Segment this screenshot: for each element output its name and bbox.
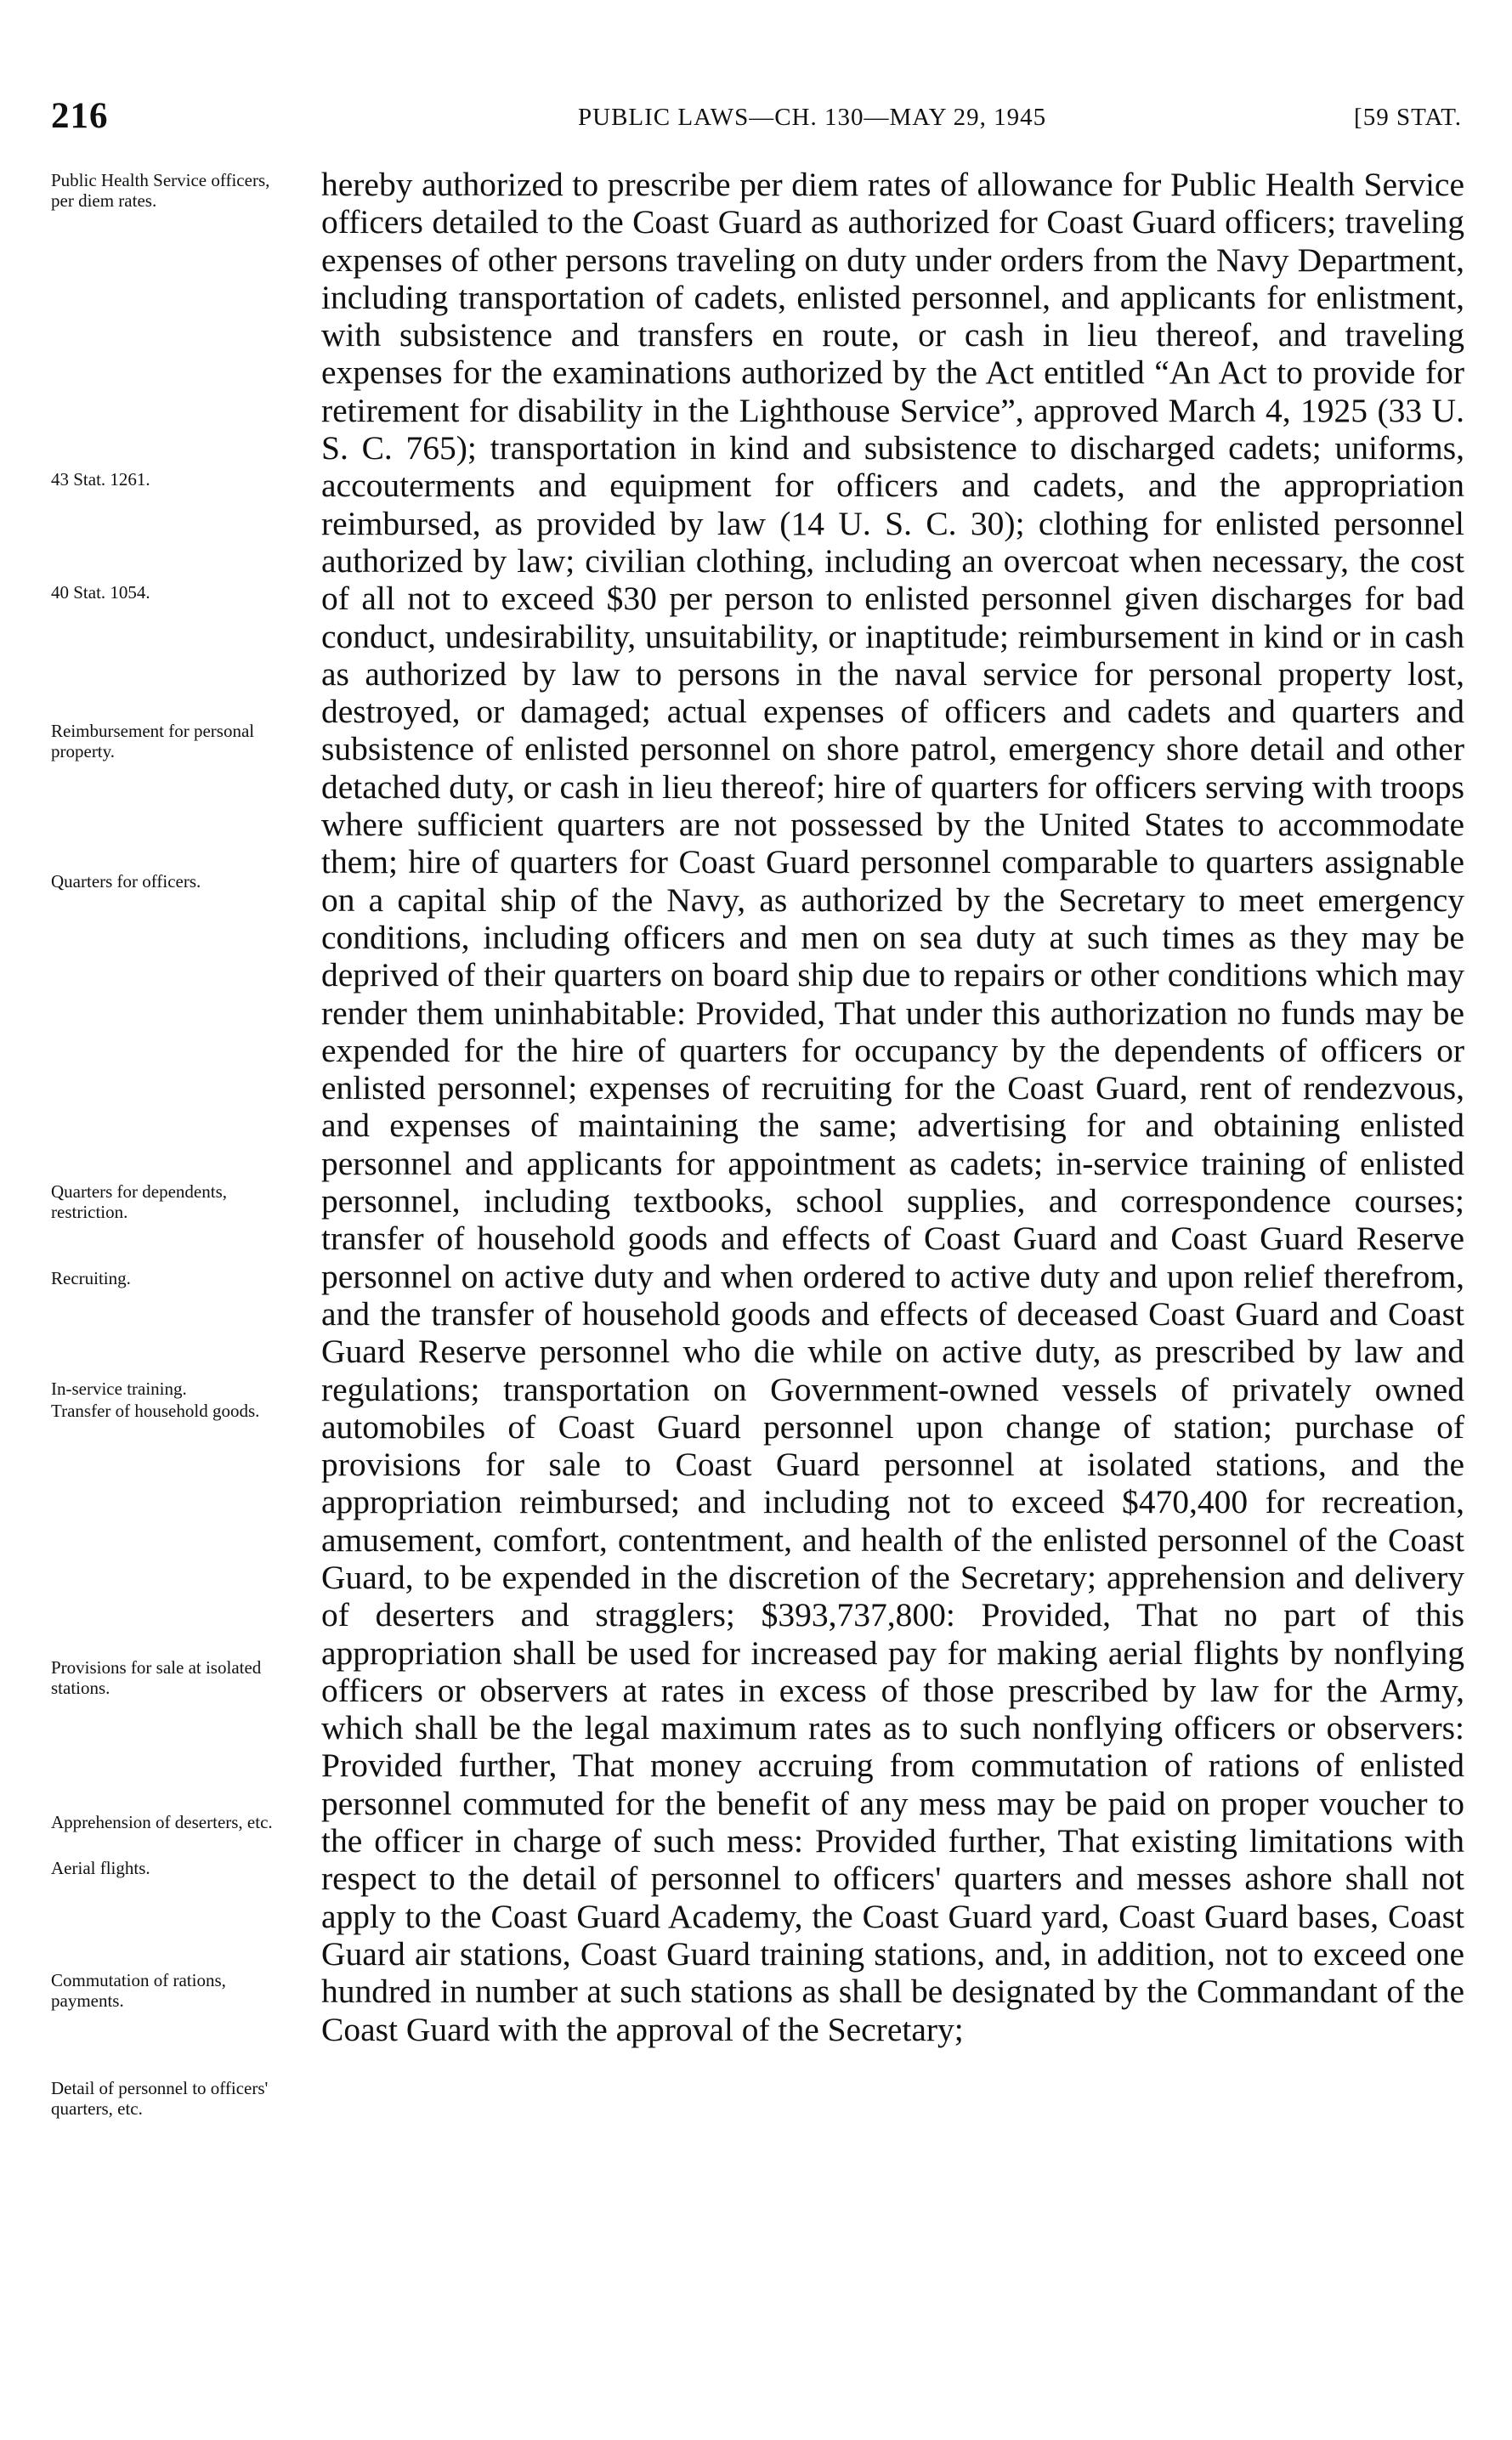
statute-volume: [59 STAT. bbox=[1354, 104, 1462, 131]
statute-paragraph: hereby authorized to prescribe per diem rates of allowance for Public Health Service officers detailed to the Coast Guard as authorized for Coast Guard officers; traveling expenses of other persons traveling on duty under orders from the Navy Department, including transportation of cadets, enlisted personnel, and applicants for enlistment, with subsistence and transfers en route, or cash in lieu thereof, and traveling expenses for the examinations authorized by the Act entitled “An Act to provide for retirement for disability in the Lighthouse Service”, approved March 4, 1925 (33 U. S. C. 765); transportation in kind and subsistence to discharged cadets; uniforms, accouterments and equipment for officers and cadets, and the appropriation reimbursed, as provided by law (14 U. S. C. 30); clothing for enlisted personnel authorized by law; civilian clothing, including an overcoat when necessary, the cost of all not to exceed $30 per person to enlisted personnel given discharges for bad conduct, undesirability, unsuitability, or inaptitude; reimbursement in kind or in cash as authorized by law to persons in the naval service for personal property lost, destroyed, or damaged; actual expenses of officers and cadets and quarters and subsistence of enlisted personnel on shore patrol, emergency shore detail and other detached duty, or cash in lieu thereof; hire of quarters for officers serving with troops where sufficient quarters are not possessed by the United States to accommodate them; hire of quarters for Coast Guard personnel comparable to quarters assignable on a capital ship of the Navy, as authorized by the Secretary to meet emergency conditions, including officers and men on sea duty at such times as they may be deprived of their quarters on board ship due to repairs or other conditions which may render them uninhabitable: Provided, That under this authorization no funds may be expended for the hire of quarters for occupancy by the dependents of officers or enlisted personnel; expenses of recruiting for the Coast Guard, rent of rendezvous, and expenses of maintaining the same; advertising for and obtaining enlisted personnel and applicants for appointment as cadets; in-service training of enlisted personnel, including textbooks, school supplies, and correspondence courses; transfer of household goods and effects of Coast Guard and Coast Guard Reserve personnel on active duty and when ordered to active duty and upon relief therefrom, and the transfer of household goods and effects of deceased Coast Guard and Coast Guard Reserve personnel who die while on active duty, as prescribed by law and regulations; transportation on Government-owned vessels of privately owned automobiles of Coast Guard personnel upon change of station; purchase of provisions for sale to Coast Guard personnel at isolated stations, and the appropriation reimbursed; and including not to exceed $470,400 for recreation, amusement, comfort, contentment, and health of the enlisted personnel of the Coast Guard, to be expended in the discretion of the Secretary; apprehension and delivery of deserters and stragglers; $393,737,800: Provided, That no part of this appropriation shall be used for increased pay for making aerial flights by nonflying officers or observers at rates in excess of those prescribed by law for the Army, which shall be the legal maximum rates as to such nonflying officers or observers: Provided further, That money accruing from commutation of rations of enlisted personnel commuted for the benefit of any mess may be paid on proper voucher to the officer in charge of such mess: Provided further, That existing limitations with respect to the detail of personnel to officers' quarters and messes ashore shall not apply to the Coast Guard Academy, the Coast Guard yard, Coast Guard bases, Coast Guard air stations, Coast Guard training stations, and, in addition, not to exceed one hundred in number at such stations as shall be designated by the Commandant of the Coast Guard with the approval of the Secretary; bbox=[321, 166, 1464, 2048]
margin-note-aerial-flights: Aerial flights. bbox=[51, 1858, 150, 1878]
margin-note-43-stat: 43 Stat. 1261. bbox=[51, 469, 150, 490]
margin-note-reimbursement: Reimbursement for personal property. bbox=[51, 721, 255, 761]
margin-notes bbox=[51, 170, 280, 2380]
margin-note-quarters-dependents: Quarters for dependents, restriction. bbox=[51, 1181, 228, 1222]
margin-note-40-stat: 40 Stat. 1054. bbox=[51, 582, 150, 603]
margin-note-transfer-household: Transfer of household goods. bbox=[51, 1401, 260, 1421]
margin-note-commutation: Commutation of rations, payments. bbox=[51, 1970, 226, 2011]
margin-note-apprehension: Apprehension of deserters, etc. bbox=[51, 1812, 273, 1832]
margin-note-recruiting: Recruiting. bbox=[51, 1268, 131, 1288]
statute-body bbox=[321, 166, 1464, 2048]
margin-note-in-service-training: In-service training. bbox=[51, 1379, 187, 1399]
margin-note-provisions: Provisions for sale at isolated stations. bbox=[51, 1657, 262, 1698]
margin-note-quarters-officers: Quarters for officers. bbox=[51, 871, 201, 892]
page-number: 216 bbox=[51, 96, 109, 136]
running-title: PUBLIC LAWS—CH. 130—MAY 29, 1945 bbox=[578, 104, 1047, 131]
margin-note-detail-personnel: Detail of personnel to officers' quarters, etc. bbox=[51, 2078, 269, 2119]
margin-note-public-health: Public Health Service officers, per diem rates. bbox=[51, 170, 270, 211]
page-header bbox=[51, 95, 1462, 146]
